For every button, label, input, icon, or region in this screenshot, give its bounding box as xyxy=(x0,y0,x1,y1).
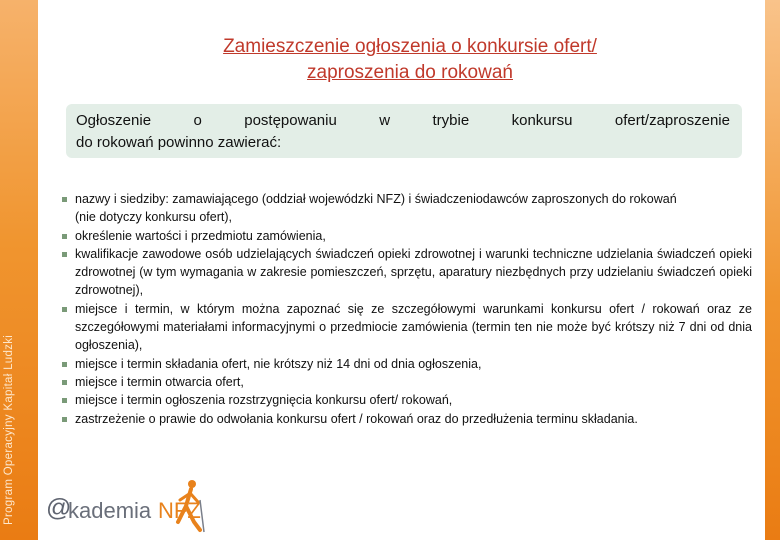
list-item xyxy=(62,300,752,355)
list-item-text: miejsce i termin otwarcia ofert, xyxy=(75,374,244,389)
akademia-nfz-logo xyxy=(46,478,206,534)
bullet-icon xyxy=(62,380,67,385)
bullet-icon xyxy=(62,417,67,422)
list-item xyxy=(62,355,752,373)
list-item-note: (nie dotyczy konkursu ofert) xyxy=(75,210,229,225)
list-item-text: nazwy i siedziby: zamawiającego (oddział wojewódzki NFZ) i świadczeniodawców zaproszonych do rokowań xyxy=(75,192,677,206)
logo-at-sign: @ xyxy=(46,494,72,522)
list-item-text: kwalifikacje zawodowe osób udzielających świadczeń opieki zdrowotnej i warunki techniczne udzielania świadczeń opieki zdrowotnej (w tym wymagania w zakresie pomieszczeń, sprzętu, aparatury niezbędnych przy udzielaniu świadczeń opieki zdrowotnej), xyxy=(75,246,752,298)
list-item-suffix: , xyxy=(228,210,233,225)
list-item-text: zastrzeżenie o prawie do odwołania konkursu ofert / rokowań oraz do przedłużenia terminu składania. xyxy=(75,411,638,426)
intro-word: postępowaniu xyxy=(244,112,337,129)
intro-word: konkursu xyxy=(511,112,573,129)
list-item-text: miejsce i termin ogłoszenia rozstrzygnięcia konkursu ofert/ rokowań, xyxy=(75,393,453,408)
logo-word: kademia xyxy=(68,498,152,523)
logo-brand: NFZ xyxy=(158,498,201,523)
list-item xyxy=(62,245,752,300)
list-item-text: miejsce i termin, w którym można zapoznać się ze szczegółowymi warunkami konkursu ofert / rokowań oraz ze szczegółowymi materiałami informacyjnymi o przedmiocie zamówienia (termin ten nie może być krótszy niż 7 dni od dnia ogłoszenia), xyxy=(75,301,752,353)
intro-word: ofert/zaproszenie xyxy=(614,112,730,129)
title-line-1: Zamieszczenie ogłoszenia o konkursie ofert/ xyxy=(223,36,597,57)
list-item xyxy=(62,190,752,227)
intro-line-1 xyxy=(76,110,730,132)
bullet-icon xyxy=(62,398,67,403)
sidebar-band xyxy=(0,0,38,540)
intro-line-2: do rokowań powinno zawierać: xyxy=(76,134,282,151)
intro-word: Ogłoszenie xyxy=(76,112,152,129)
sidebar-program-text: Program Operacyjny Kapitał Ludzki xyxy=(3,334,15,525)
bullet-icon xyxy=(62,307,67,312)
intro-word: w xyxy=(379,112,391,129)
list-item-text: miejsce i termin składania ofert, nie krótszy niż 14 dni od dnia ogłoszenia, xyxy=(75,356,482,371)
bullet-icon xyxy=(62,252,67,257)
walking-figure-icon xyxy=(164,478,208,534)
intro-word: trybie xyxy=(432,112,470,129)
bullet-icon xyxy=(62,234,67,239)
title-line-2: zaproszenia do rokowań xyxy=(307,62,513,83)
bullet-icon xyxy=(62,362,67,367)
intro-box xyxy=(66,104,742,158)
slide-title xyxy=(120,34,700,86)
list-item-text: określenie wartości i przedmiotu zamówienia, xyxy=(75,228,326,243)
intro-word: o xyxy=(193,112,202,129)
bullet-icon xyxy=(62,197,67,202)
list-item xyxy=(62,391,752,409)
list-item xyxy=(62,373,752,391)
right-decor-band xyxy=(765,0,780,540)
list-item xyxy=(62,410,752,428)
requirements-list xyxy=(62,190,752,428)
list-item xyxy=(62,227,752,245)
